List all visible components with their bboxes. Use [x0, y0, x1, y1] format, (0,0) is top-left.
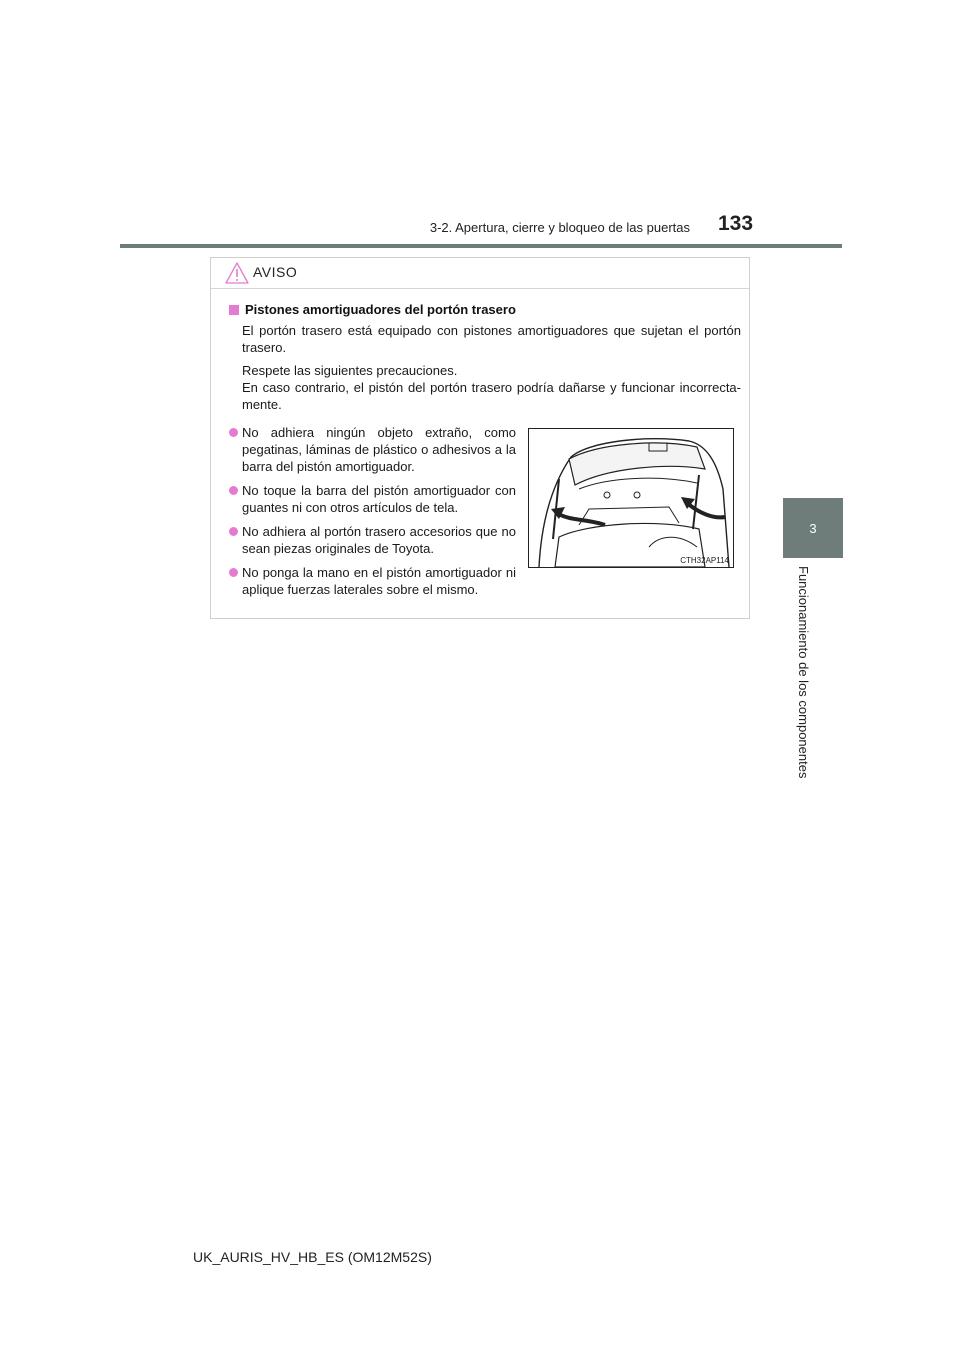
warning-triangle-icon: [225, 262, 249, 284]
notice-header: [211, 258, 749, 289]
list-item-text: No ponga la mano en el pistón amortiguador ni aplique fuerzas laterales sobre el mismo.: [242, 565, 516, 597]
section-heading: [229, 302, 516, 317]
footer-document-code: UK_AURIS_HV_HB_ES (OM12M52S): [193, 1249, 432, 1265]
chapter-tab: 3: [783, 498, 843, 558]
figure-code: CTH32AP114: [680, 556, 729, 565]
circle-bullet-icon: [229, 568, 238, 577]
paragraph-precautions: [242, 362, 741, 413]
notice-box: [210, 257, 750, 619]
tailgate-drawing: [529, 429, 733, 567]
list-item: [229, 523, 516, 557]
paragraph-intro: El portón trasero está equipado con pistones amortiguadores que sujetan el portón trasero.: [242, 323, 741, 355]
section-heading-text: Pistones amortiguadores del portón trasero: [245, 302, 516, 317]
list-item-text: No adhiera al portón trasero accesorios que no sean piezas originales de Toyota.: [242, 524, 516, 556]
precaution-list: [229, 424, 516, 605]
list-item: [229, 424, 516, 475]
tailgate-illustration: [528, 428, 734, 568]
precautions-line-2: En caso contrario, el pistón del portón trasero podría dañarse y funcionar incorrecta-mente.: [242, 380, 741, 412]
notice-label: AVISO: [253, 264, 298, 280]
precautions-line-1: Respete las siguientes precauciones.: [242, 363, 458, 378]
page-header-title: 3-2. Apertura, cierre y bloqueo de las puertas: [429, 220, 690, 235]
list-item-text: No adhiera ningún objeto extraño, como pegatinas, láminas de plástico o adhesivos a la barra del pistón amortiguador.: [242, 425, 516, 474]
circle-bullet-icon: [229, 486, 238, 495]
page-number: 133: [718, 212, 754, 235]
circle-bullet-icon: [229, 428, 238, 437]
list-item-text: No toque la barra del pistón amortiguador con guantes ni con otros artículos de tela.: [242, 483, 516, 515]
chapter-side-title: Funcionamiento de los componentes: [796, 566, 811, 779]
square-bullet-icon: [229, 305, 239, 315]
list-item: [229, 482, 516, 516]
header-rule: [120, 244, 842, 248]
list-item: [229, 564, 516, 598]
circle-bullet-icon: [229, 527, 238, 536]
